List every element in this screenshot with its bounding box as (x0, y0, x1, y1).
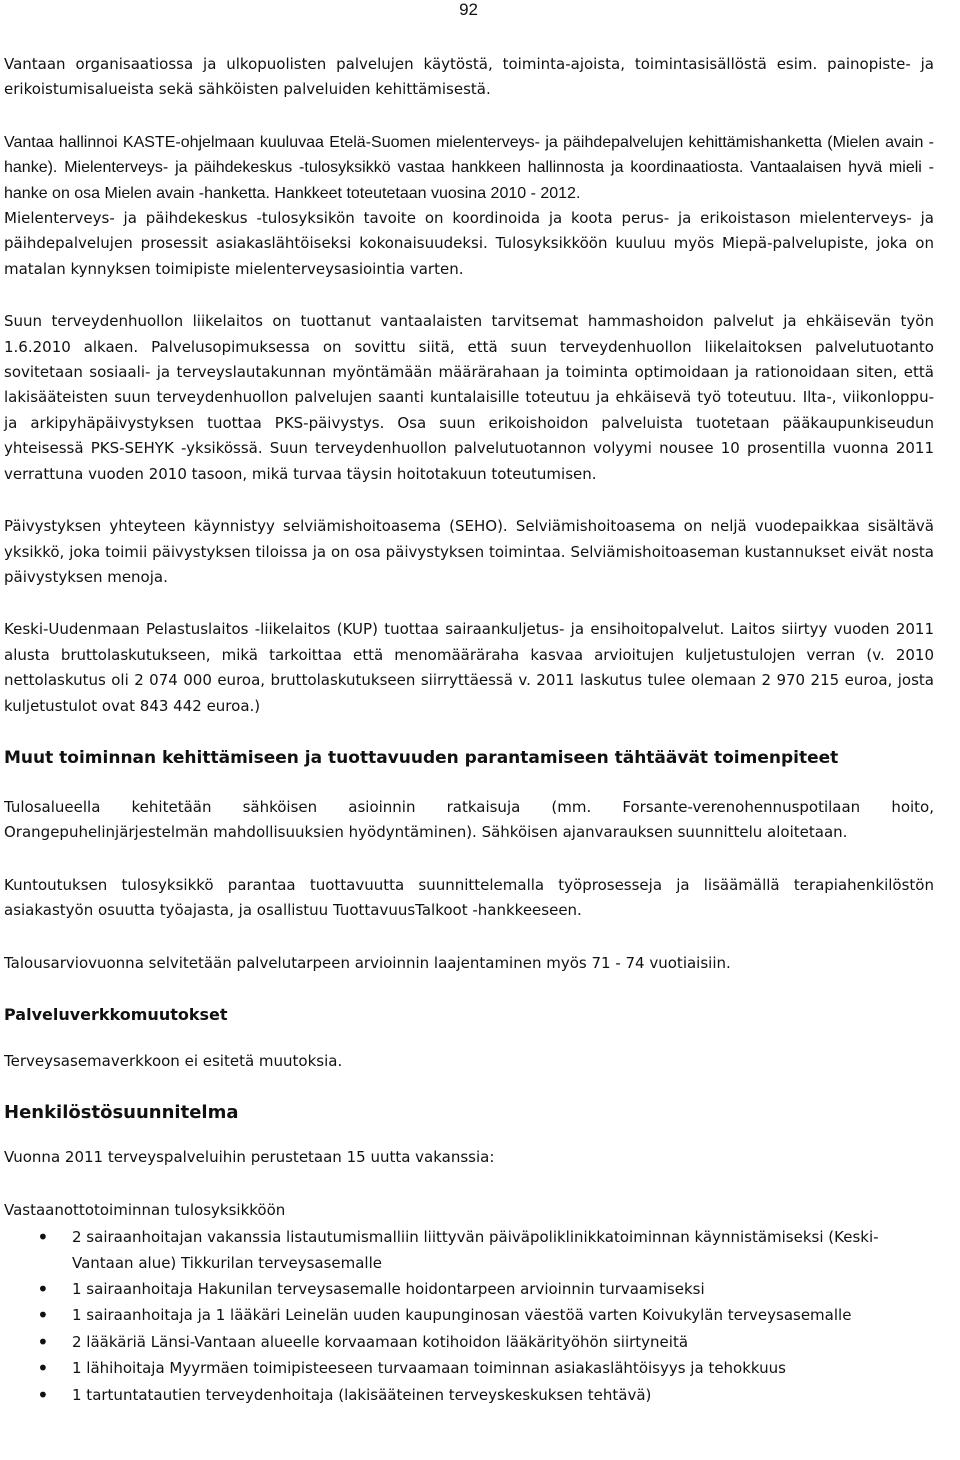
heading-palveluverkko: Palveluverkkomuutokset (4, 1004, 228, 1024)
paragraph-palvelutarve: Talousarviovuonna selvitetään palvelutarpeen arvioinnin laajentaminen myös 71 - 74 vuotiaisiin. (4, 953, 731, 972)
page-number: 92 (459, 0, 478, 19)
paragraph-terveysasemaverkko: Terveysasemaverkkoon ei esitetä muutoksia. (4, 1051, 343, 1070)
paragraph-mielenterveys: Mielenterveys- ja päihdekeskus -tulosyksikön tavoite on koordinoida ja koota perus- ja erikoistason mielenterveys- ja päihdepalvelujen prosessit asiakaslähtöiseksi kokonaisuudeksi. Tulosyksikköön kuuluu myös Miepä-palvelupiste, joka on matalan kynnyksen toimipiste mielenterveysasiointia varten. (4, 209, 934, 278)
paragraph: Vantaan organisaatiossa ja ulkopuolisten palvelujen käytöstä, toiminta-ajoista, toimintasisällöstä esim. painopiste- ja erikoistumisalueista sekä sähköisten palveluiden kehittämisestä. (4, 55, 934, 99)
paragraph-mielen-avain: Vantaa hallinnoi KASTE-ohjelmaan kuuluvaa Etelä-Suomen mielenterveys- ja päihdepalvelujen kehittämishanketta (Mielen avain -hanke). Mielenterveys- ja päihdekeskus -tulosyksikkö vastaa hankkeen hallinnosta ja koordinaatiosta. Vantaalaisen hyvä mieli -hanke on osa Mielen avain -hanketta. Hankkeet toteutetaan vuosina 2010 - 2012. (4, 133, 934, 202)
list-item: • 1 sairaanhoitaja Hakunilan terveysasemalle hoidontarpeen arvioinnin turvaamiseksi (4, 1277, 934, 1302)
vakanssi-list (4, 1225, 934, 1408)
paragraph-vakanssit: Vuonna 2011 terveyspalveluihin perustetaan 15 uutta vakanssia: (4, 1148, 495, 1167)
list-item: • 2 sairaanhoitajan vakanssia listautumismalliin liittyvän päiväpoliklinikkatoiminnan käynnistämiseksi (Keski-Vantaan alue) Tikkurilan terveysasemalle (4, 1225, 934, 1276)
heading-kehittaminen: Muut toiminnan kehittämiseen ja tuottavuuden parantamiseen tähtäävät toimenpiteet (4, 747, 839, 768)
list-item: • 1 sairaanhoitaja ja 1 lääkäri Leinelän uuden kaupunginosan väestöä varten Koivukylän terveysasemalle (4, 1303, 934, 1328)
list-item: • 1 lähihoitaja Myyrmäen toimipisteeseen turvaamaan toiminnan asiakaslähtöisyys ja tehokkuus (4, 1356, 934, 1381)
paragraph-suun-terveydenhuolto: Suun terveydenhuollon liikelaitos on tuottanut vantaalaisten tarvitsemat hammashoidon palvelut ja ehkäisevän työn 1.6.2010 alkaen. Palvelusopimuksessa on sovittu siitä, että suun terveydenhuollon liikelaitoksen palvelutuotanto sovitetaan sosiaali- ja terveyslautakunnan myöntämään määrärahaan ja toiminta optimoidaan ja rationoidaan siten, että lakisääteisten suun terveydenhuollon palvelujen saanti kuntalaisille toteutuu ja ehkäisevä työ toteutuu. Ilta-, viikonloppu- ja arkipyhäpäivystyksen tuottaa PKS-päivystys. Osa suun erikoishoidon palveluista tuotetaan pääkaupunkiseudun yhteisessä PKS-SEHYK -yksikössä. Suun terveydenhuollon palvelutuotannon volyymi nousee 10 prosentilla vuonna 2011 verrattuna vuoden 2010 tasoon, mikä turvaa täysin hoitotakuun toteutumisen. (4, 312, 934, 483)
list-intro: Vastaanottotoiminnan tulosyksikköön (4, 1200, 286, 1219)
paragraph-kuntoutus: Kuntoutuksen tulosyksikkö parantaa tuottavuutta suunnittelemalla työprosesseja ja lisäämällä terapiahenkilöstön asiakastyön osuutta työajasta, ja osallistuu TuottavuusTalkoot -hankkeeseen. (4, 875, 934, 920)
list-item: • 1 tartuntatautien terveydenhoitaja (lakisääteinen terveyskeskuksen tehtävä) (4, 1383, 934, 1408)
document-body (4, 52, 934, 1409)
paragraph-sahkoinen-asiointi: Tulosalueella kehitetään sähköisen asioinnin ratkaisuja (mm. Forsante-verenohennuspotilaan hoito, Orangepuhelinjärjestelmän mahdollisuuksien hyödyntäminen). Sähköisen ajanvarauksen suunnittelu aloitetaan. (4, 797, 934, 842)
paragraph-pelastuslaitos: Keski-Uudenmaan Pelastuslaitos -liikelaitos (KUP) tuottaa sairaankuljetus- ja ensihoitopalvelut. Laitos siirtyy vuoden 2011 alusta bruttolaskutukseen, mikä tarkoittaa että menomääräraha kasvaa arvioitujen kuljetustulojen verran (v. 2010 nettolaskutus oli 2 074 000 euroa, bruttolaskutukseen siirryttäessä v. 2011 laskutus tulee olemaan 2 970 215 euroa, josta kuljetustulot ovat 843 442 euroa.) (4, 620, 934, 715)
paragraph-paivystys: Päivystyksen yhteyteen käynnistyy selviämishoitoasema (SEHO). Selviämishoitoasema on neljä vuodepaikkaa sisältävä yksikkö, joka toimii päivystyksen tiloissa ja on osa päivystyksen toimintaa. Selviämishoitoaseman kustannukset eivät nosta päivystyksen menoja. (4, 517, 934, 586)
heading-henkilostosuunnitelma: Henkilöstösuunnitelma (4, 1102, 239, 1124)
list-item: • 2 lääkäriä Länsi-Vantaan alueelle korvaamaan kotihoidon lääkärityöhön siirtyneitä (4, 1330, 934, 1355)
